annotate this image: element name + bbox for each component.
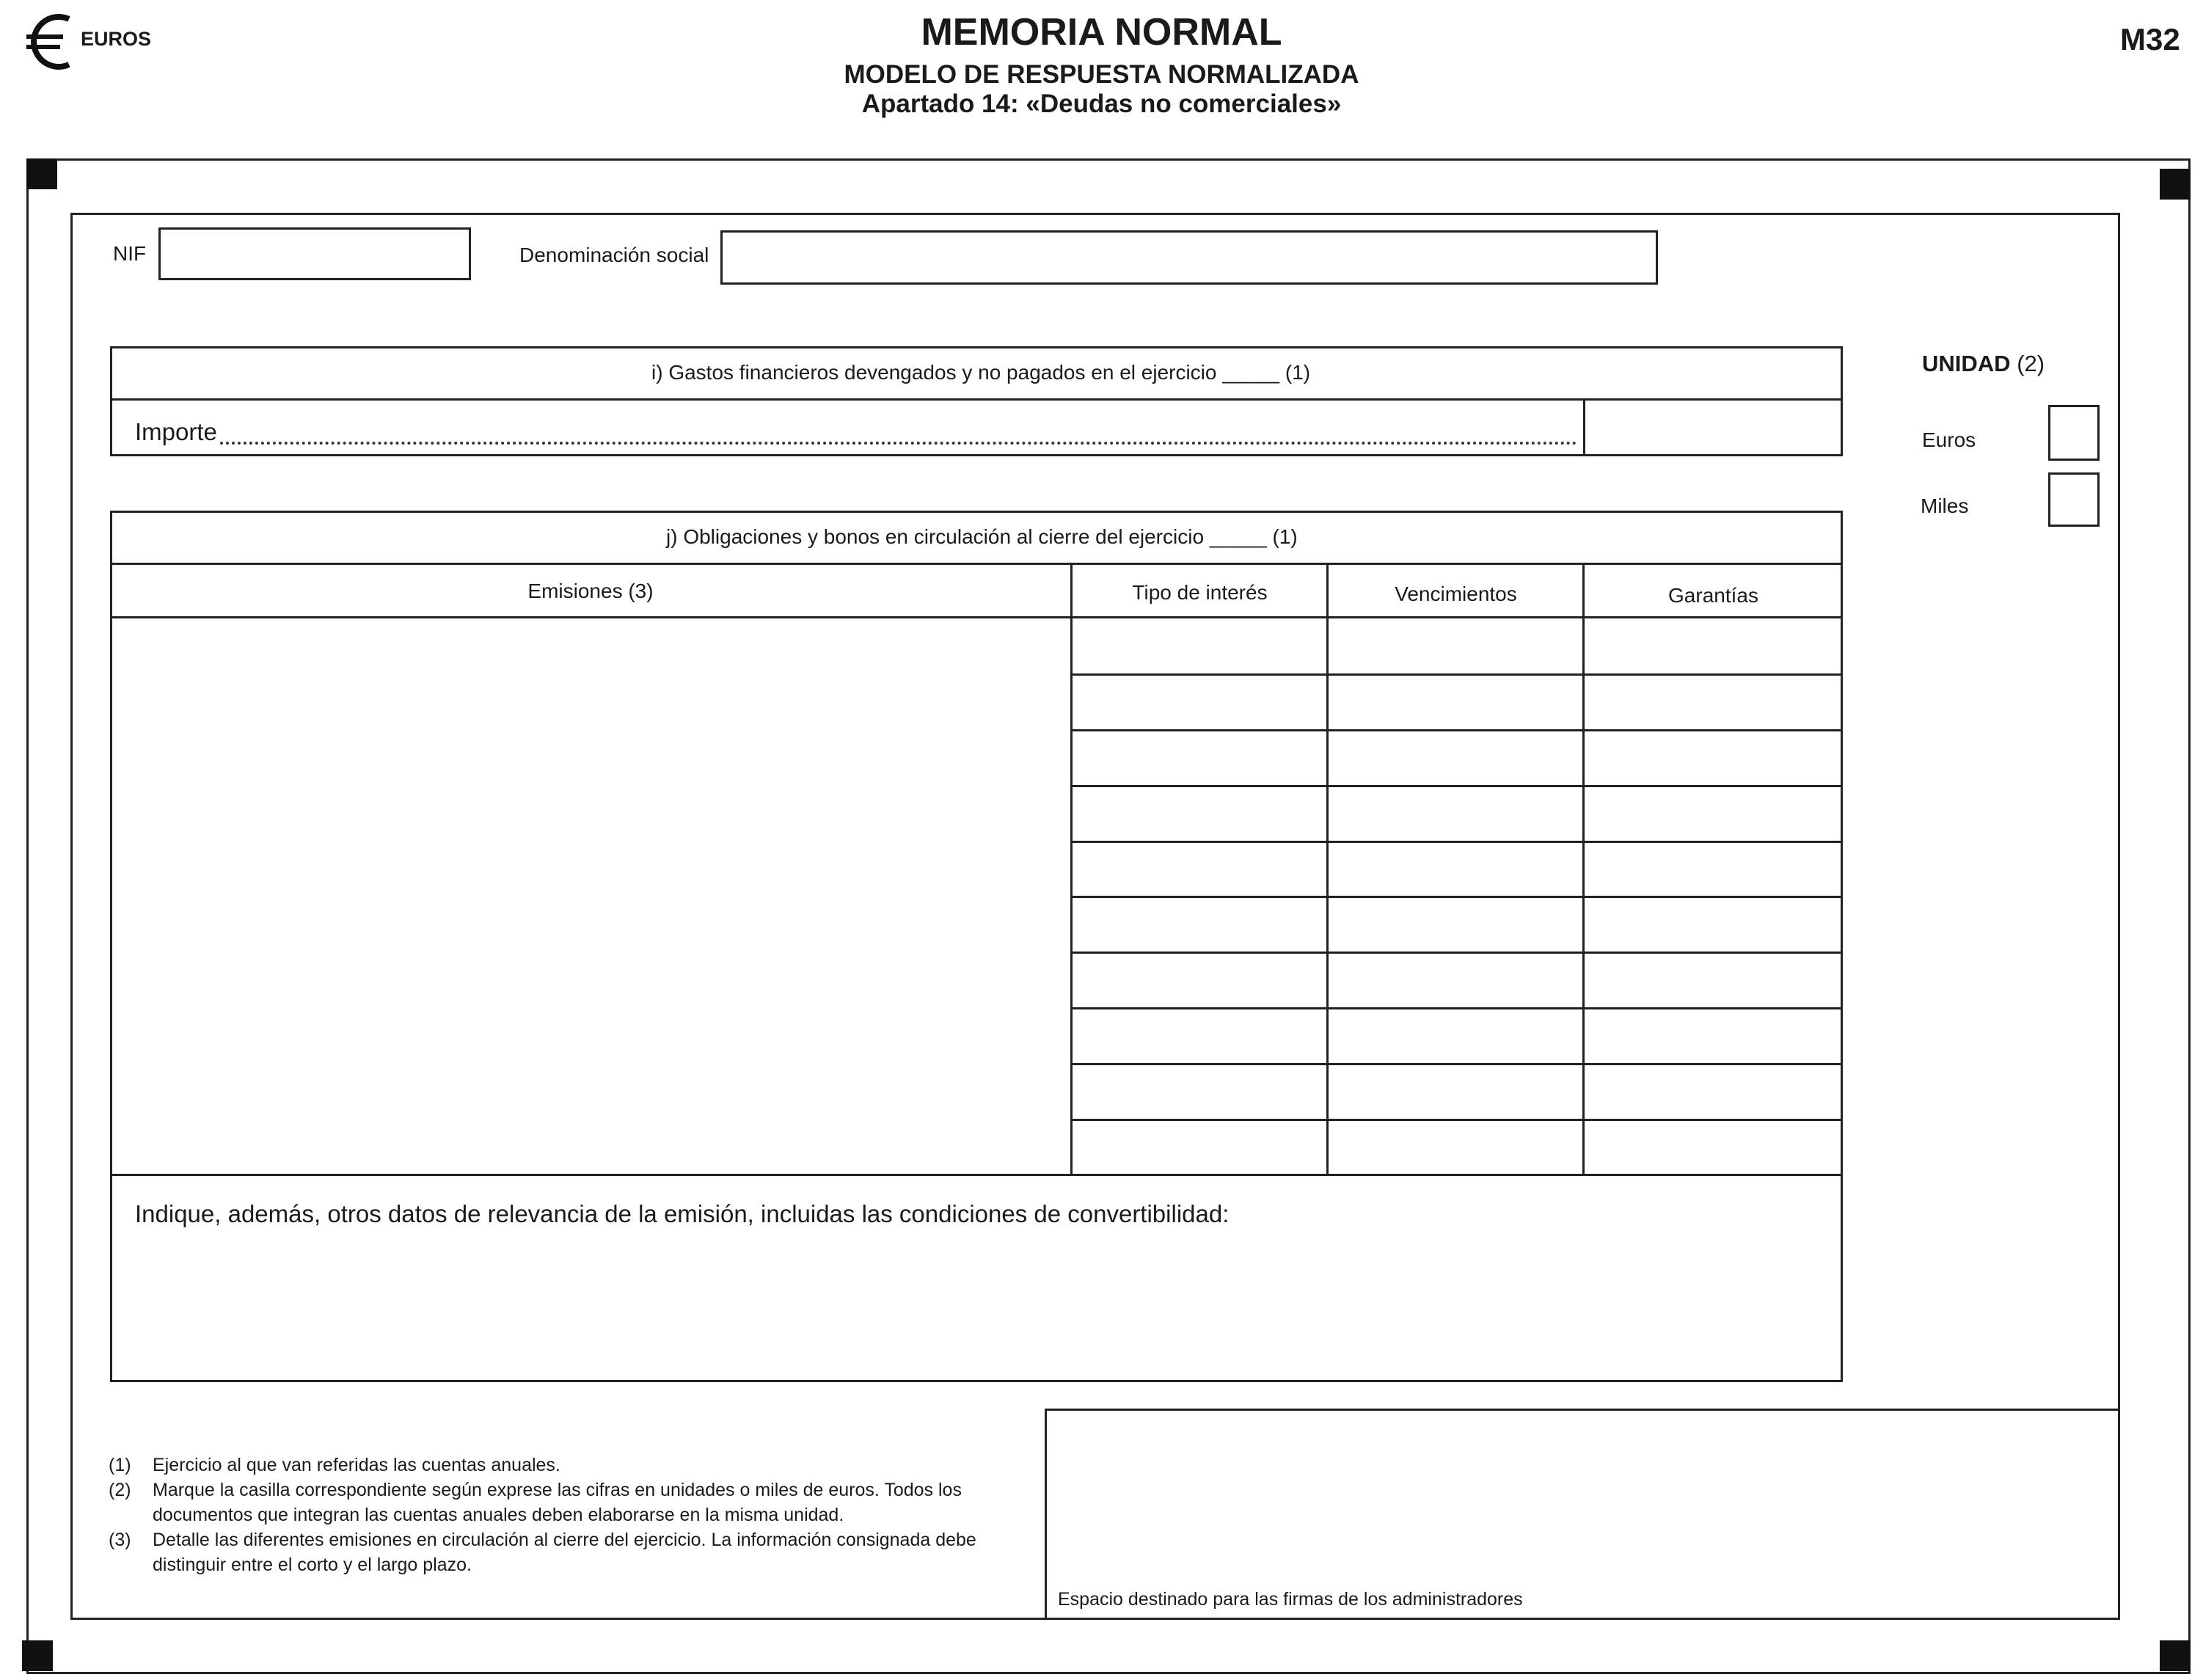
unidad-note: (2) [2017, 351, 2045, 376]
section-j-heading: j) Obligaciones y bonos en circulación al cierre del ejercicio _____ (1) [666, 525, 1298, 548]
footnote-1 [109, 1453, 1011, 1478]
nif-label: NIF [113, 242, 147, 265]
currency-label: EUROS [81, 28, 152, 50]
other-data-label: Indique, además, otros datos de relevancia de la emisión, incluidas las condiciones de convertibilidad: [135, 1200, 1230, 1227]
section-title: Apartado 14: «Deudas no comerciales» [861, 90, 1342, 118]
corner-mark-top-right [2160, 169, 2191, 200]
column-header-tipo-interes: Tipo de interés [1132, 581, 1268, 604]
importe-leader-dots [220, 434, 1577, 445]
section-i-heading: i) Gastos financieros devengados y no pagados en el ejercicio _____ (1) [651, 361, 1311, 384]
signature-label: Espacio destinado para las firmas de los administradores [1058, 1589, 1523, 1610]
corner-mark-top-left [26, 158, 57, 189]
page-title: MEMORIA NORMAL [921, 11, 1282, 54]
row-divider [1073, 1007, 1843, 1009]
footnote-3 [109, 1527, 1011, 1577]
footnote-2 [109, 1478, 1011, 1527]
denominacion-field[interactable] [720, 230, 1658, 285]
unidad-heading [1922, 351, 2045, 377]
table-bottom-divider [110, 1174, 1843, 1176]
page-subtitle: MODELO DE RESPUESTA NORMALIZADA [844, 60, 1359, 89]
table-row-dividers [1073, 618, 1843, 1174]
unidad-option-miles: Miles [1921, 494, 1969, 517]
footnotes [109, 1453, 1011, 1577]
row-divider [1073, 673, 1843, 676]
corner-mark-bottom-right [2160, 1640, 2191, 1671]
row-divider [1073, 1119, 1843, 1121]
emisiones-field[interactable] [112, 618, 1070, 1173]
importe-field[interactable] [1585, 401, 1841, 455]
row-divider [1073, 1063, 1843, 1065]
footnote-text: Ejercicio al que van referidas las cuentas anuales. [153, 1455, 560, 1475]
row-divider [1073, 841, 1843, 843]
miles-checkbox[interactable] [2048, 472, 2100, 527]
euros-checkbox[interactable] [2048, 405, 2100, 461]
row-divider [1073, 785, 1843, 787]
row-divider [1073, 729, 1843, 731]
unidad-label: UNIDAD [1922, 351, 2011, 376]
other-data-field[interactable] [112, 1240, 1841, 1379]
column-header-emisiones: Emisiones (3) [527, 580, 654, 602]
form-code: M32 [2120, 22, 2180, 56]
denominacion-label: Denominación social [519, 244, 709, 266]
footnote-text: Marque la casilla correspondiente según exprese las cifras en unidades o miles de euros. Todos los documentos que integran las cuentas anuales deben elaborarse en la misma unidad. [153, 1480, 962, 1525]
footnote-number: (2) [109, 1480, 131, 1500]
column-header-vencimientos: Vencimientos [1395, 582, 1517, 605]
footnote-text: Detalle las diferentes emisiones en circulación al cierre del ejercicio. La información consignada debe distinguir entre el corto y el largo plazo. [153, 1530, 976, 1575]
importe-label: Importe [135, 418, 217, 445]
row-divider [1073, 896, 1843, 898]
footnote-number: (3) [109, 1530, 131, 1550]
corner-mark-bottom-left [22, 1640, 53, 1671]
signature-area[interactable] [1047, 1411, 2118, 1619]
unidad-option-euros: Euros [1922, 428, 1976, 451]
column-header-garantias: Garantías [1668, 584, 1758, 607]
row-divider [1073, 952, 1843, 954]
footnote-number: (1) [109, 1455, 131, 1475]
nif-field[interactable] [158, 227, 471, 280]
